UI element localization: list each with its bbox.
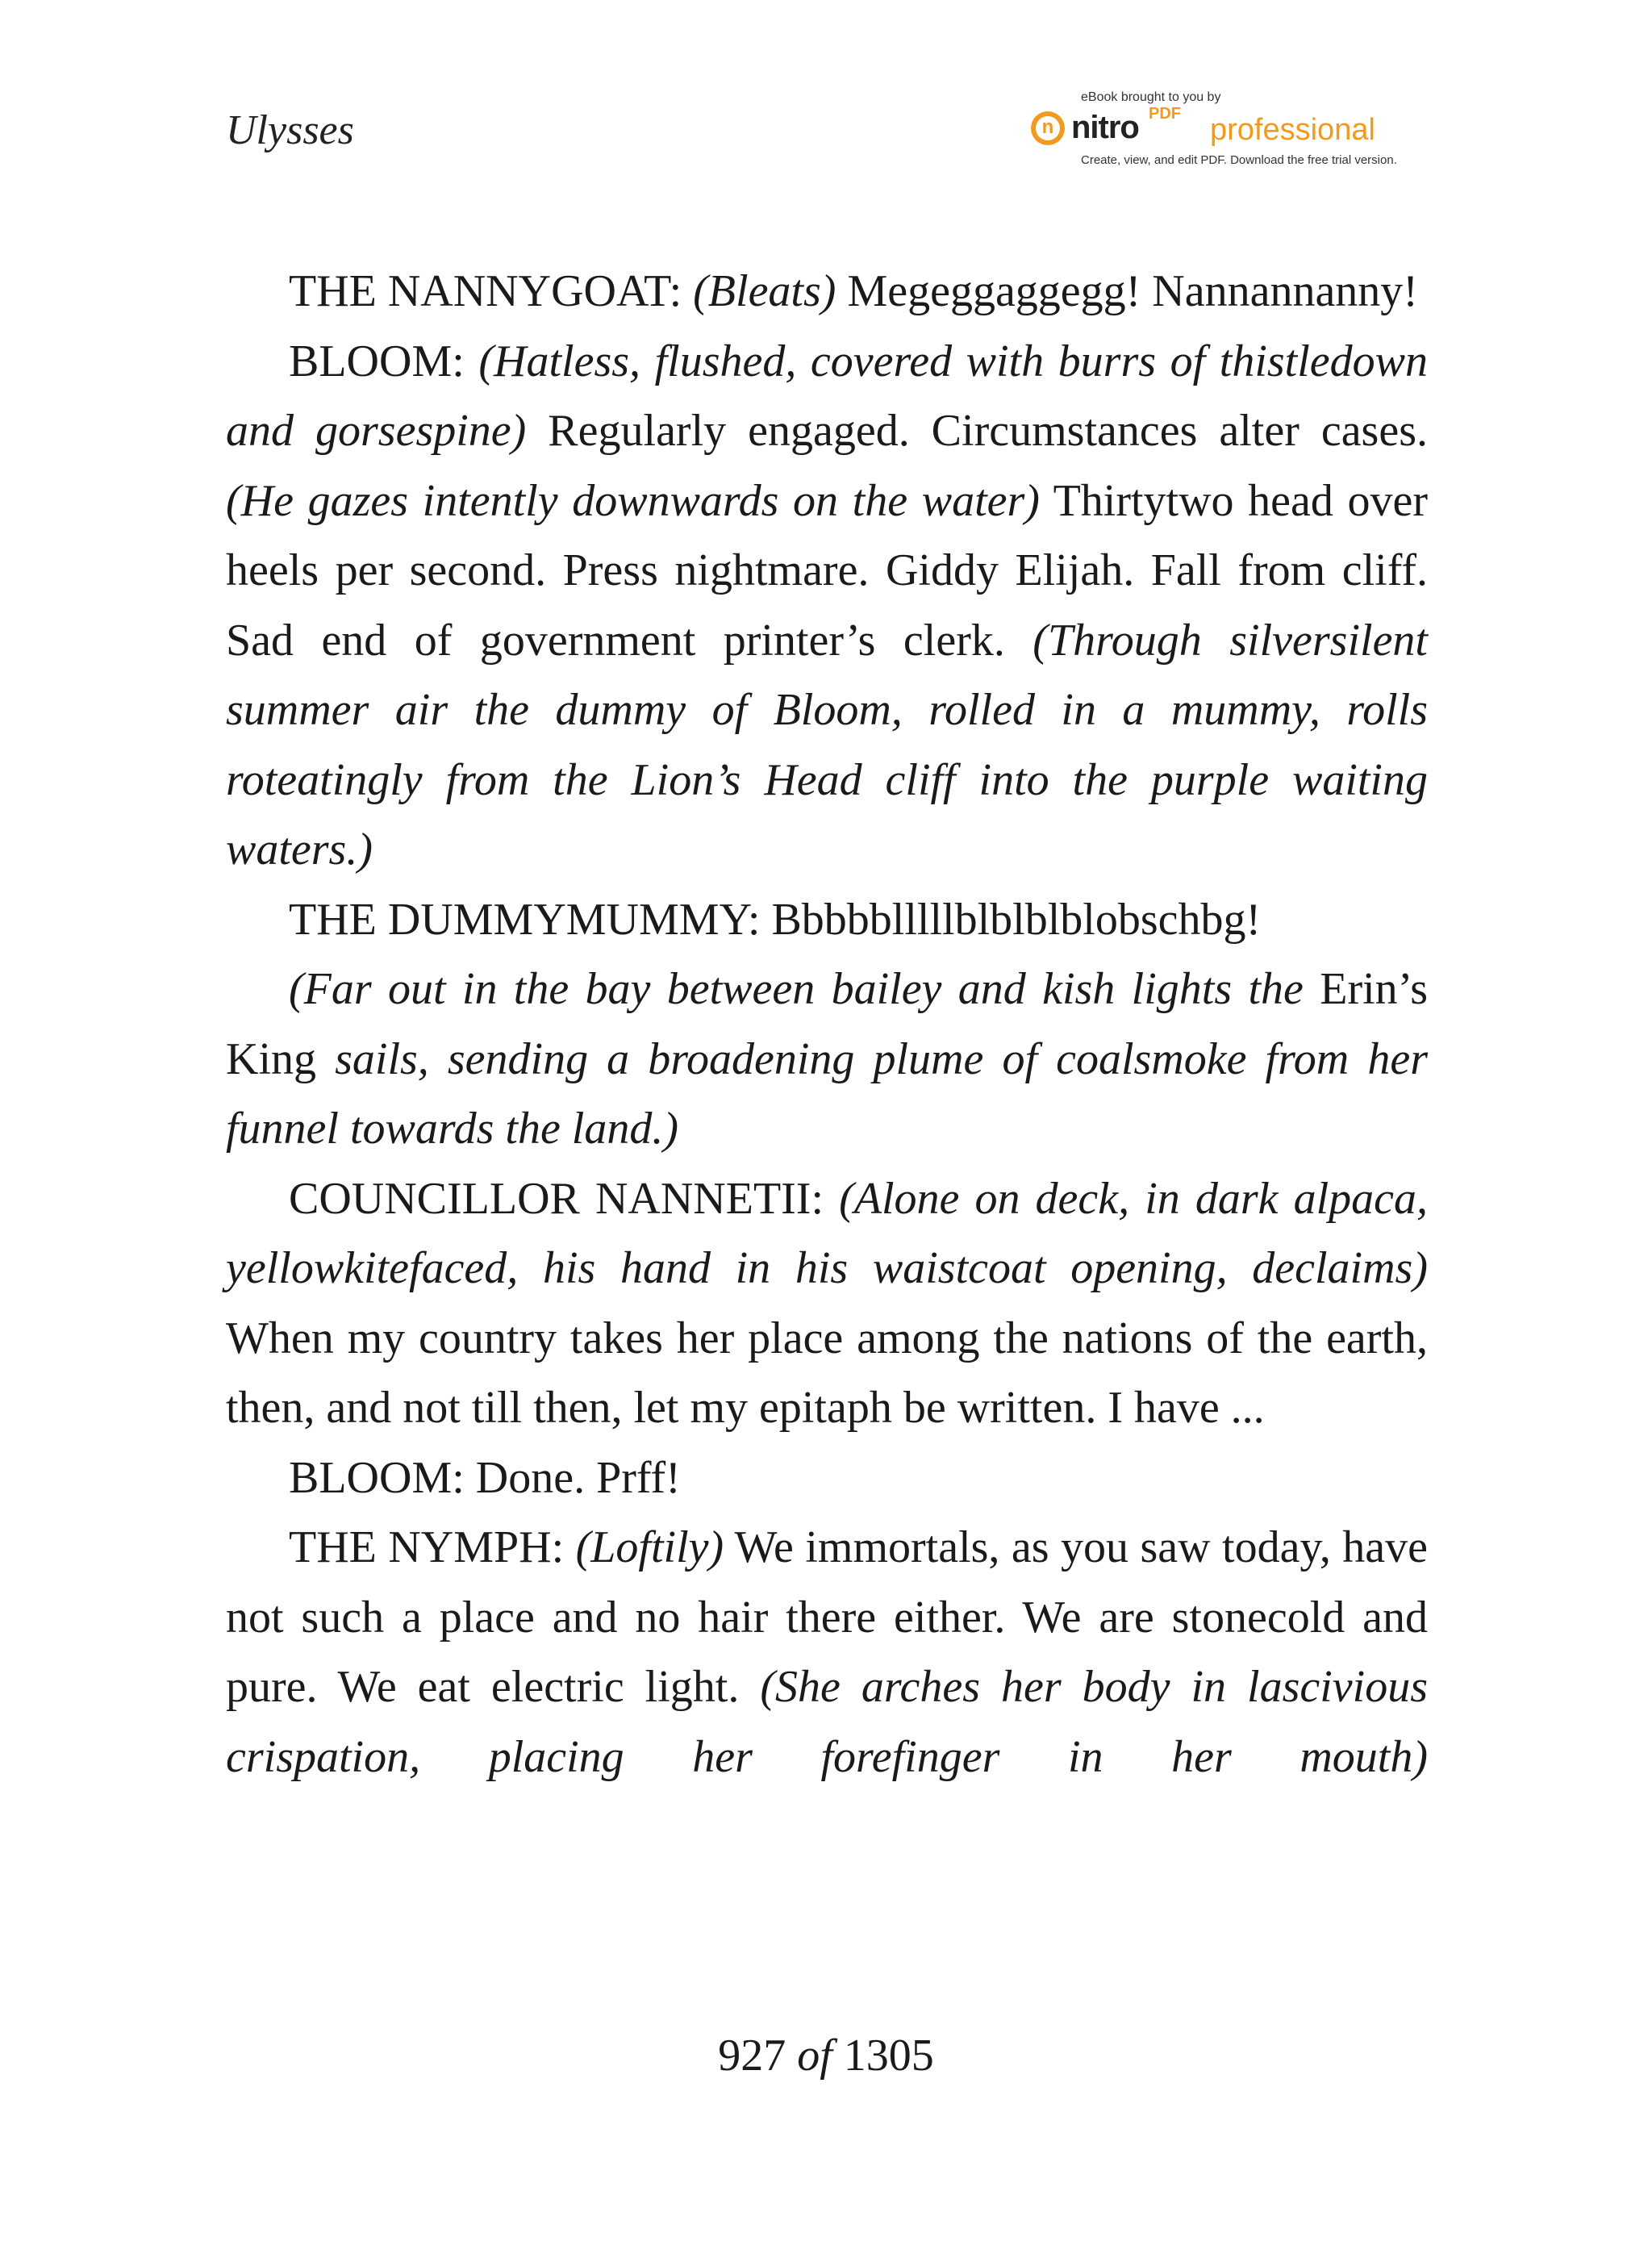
stage-direction: (Far out in the bay between bailey and kish lights the [289,964,1304,1014]
paragraph-bloom-done [226,1443,1428,1513]
book-title: Ulysses [226,107,354,153]
paragraph-dummymummy [226,885,1428,955]
current-page: 927 [718,2031,786,2081]
logo-top-text: eBook brought to you by [1081,90,1221,104]
paragraph-stage-direction [226,954,1428,1164]
logo-superscript: PDF [1149,105,1181,123]
speaker: THE NYMPH: [289,1522,565,1572]
total-pages: 1305 [843,2031,934,2081]
nitro-logo-icon [1031,111,1065,145]
dialogue: Thirtytwo head over heels per second. Press nightmare. Giddy Elijah. Fall from cliff. Sad end of government printer’s clerk. [226,475,1429,666]
paragraph-nannetii [226,1164,1428,1443]
nitro-n-glyph: n [1036,116,1060,140]
stage-direction: (Bleats) [693,266,836,316]
stage-direction: (Through silversilent summer air the dummy of Bloom, rolled in a mummy, rolls roteatingly from the Lion’s Head cliff into the purple waiting waters.) [226,615,1428,874]
speaker: THE NANNYGOAT: [289,266,682,316]
page-number [0,2030,1652,2081]
page-of: of [797,2031,832,2081]
logo-brand: nitro [1071,110,1139,145]
logo-tagline: Create, view, and edit PDF. Download the free trial version. [1081,153,1397,167]
speaker: COUNCILLOR NANNETII: [289,1173,824,1224]
speaker: BLOOM: [289,336,465,386]
ship-name: Erin’s King [226,964,1429,1084]
stage-direction: sails, sending a broadening plume of coalsmoke from her funnel towards the land.) [226,1033,1428,1154]
logo-product: professional [1210,113,1375,147]
dialogue: Regularly engaged. Circumstances alter cases. [548,406,1428,456]
nitro-pdf-logo[interactable] [1031,90,1418,171]
dialogue: When my country takes her place among the nations of the earth, then, and not till then, let my epitaph be written. I have ... [226,1313,1428,1433]
paragraph-nymph [226,1513,1428,1792]
dialogue: Megeggaggegg! Nannannanny! [847,266,1418,316]
stage-direction: (Alone on deck, in dark alpaca, yellowkitefaced, his hand in his waistcoat opening, declaims) [226,1173,1429,1293]
paragraph-bloom [226,327,1428,885]
speaker: THE DUMMYMUMMY: [289,894,761,945]
stage-direction: (Loftily) [575,1522,724,1572]
page-body [226,257,1428,1792]
stage-direction: (He gazes intently downwards on the water) [226,475,1040,526]
speaker: BLOOM: [289,1452,465,1503]
dialogue: We immortals, as you saw today, have not such a place and no hair there either. We are stonecold and pure. We eat electric light. [226,1522,1429,1712]
dialogue: Bbbbblllllblblblblobschbg! [771,894,1262,945]
stage-direction: (Hatless, flushed, covered with burrs of thistledown and gorsespine) [226,336,1428,456]
dialogue: Done. Prff! [475,1452,681,1503]
stage-direction: (She arches her body in lascivious crispation, placing her forefinger in her mouth) [226,1662,1428,1782]
paragraph-nannygoat [226,257,1428,327]
